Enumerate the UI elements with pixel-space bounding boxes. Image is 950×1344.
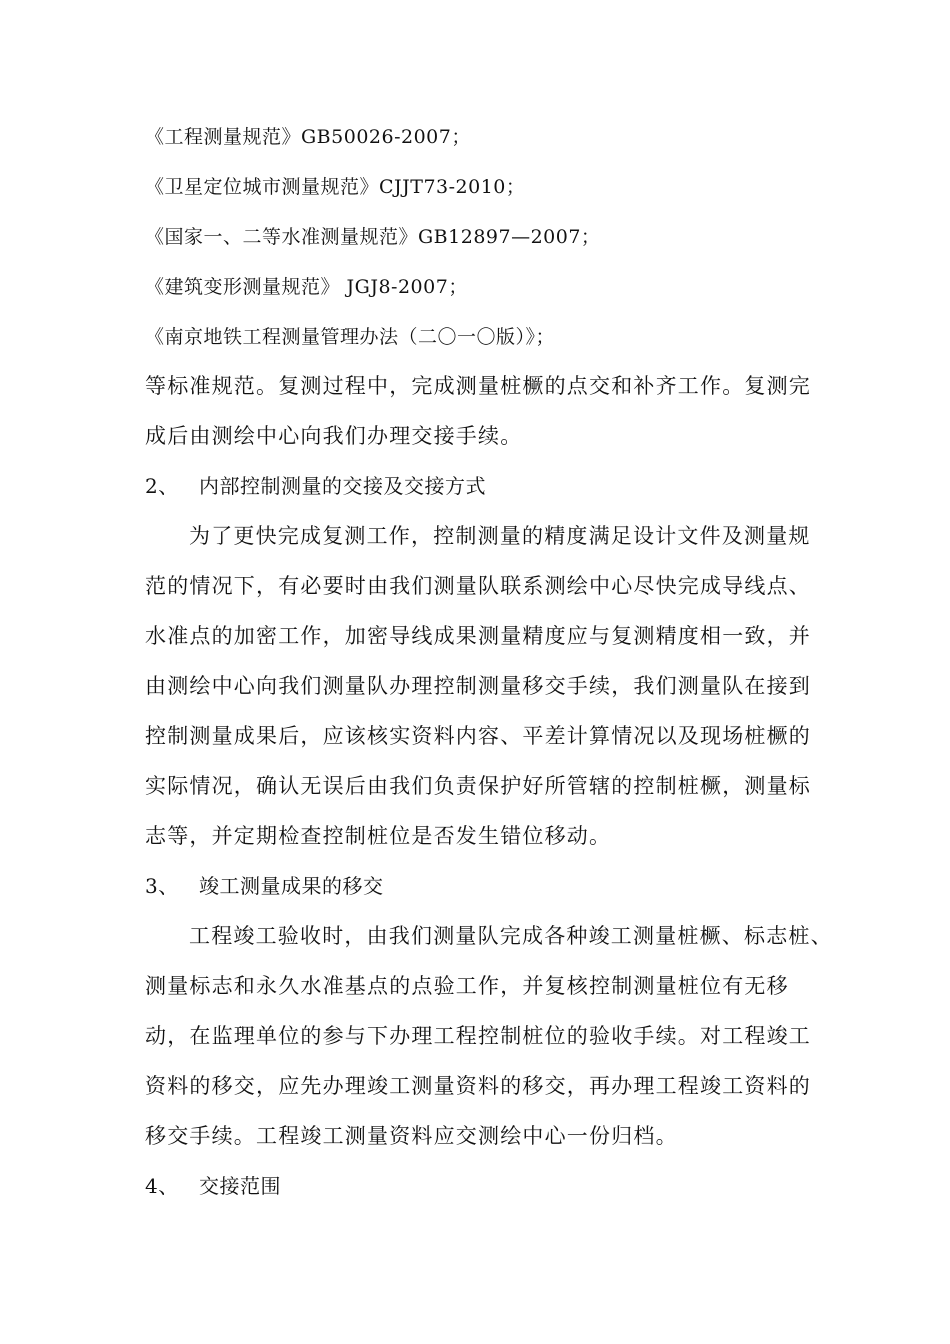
- paragraph-line: 等标准规范。复测过程中，完成测量桩橛的点交和补齐工作。复测完: [145, 374, 811, 398]
- reference-line: 《建筑变形测量规范》 JGJ8-2007；: [145, 276, 468, 298]
- paragraph-line: 由测绘中心向我们测量队办理控制测量移交手续，我们测量队在接到: [145, 674, 811, 698]
- paragraph-line: 为了更快完成复测工作，控制测量的精度满足设计文件及测量规: [189, 524, 811, 548]
- section-heading: [145, 872, 384, 900]
- paragraph-line: 工程竣工验收时，由我们测量队完成各种竣工测量桩橛、标志桩、: [189, 924, 833, 948]
- paragraph-line: 移交手续。工程竣工测量资料应交测绘中心一份归档。: [145, 1124, 678, 1148]
- reference-line: 《南京地铁工程测量管理办法（二〇一〇版）》；: [145, 326, 556, 348]
- section-number: 3、: [145, 874, 179, 898]
- paragraph-line: 成后由测绘中心向我们办理交接手续。: [145, 424, 523, 448]
- paragraph-line: 范的情况下，有必要时由我们测量队联系测绘中心尽快完成导线点、: [145, 574, 811, 598]
- section-title: 内部控制测量的交接及交接方式: [199, 474, 486, 498]
- paragraph-line: 志等，并定期检查控制桩位是否发生错位移动。: [145, 824, 612, 848]
- paragraph-line: 控制测量成果后，应该核实资料内容、平差计算情况以及现场桩橛的: [145, 724, 811, 748]
- paragraph-line: 动，在监理单位的参与下办理工程控制桩位的验收手续。对工程竣工: [145, 1024, 811, 1048]
- paragraph-line: 实际情况，确认无误后由我们负责保护好所管辖的控制桩橛，测量标: [145, 774, 811, 798]
- paragraph-line: 水准点的加密工作，加密导线成果测量精度应与复测精度相一致，并: [145, 624, 811, 648]
- section-number: 2、: [145, 474, 179, 498]
- paragraph-line: 资料的移交，应先办理竣工测量资料的移交，再办理工程竣工资料的: [145, 1074, 811, 1098]
- section-title: 交接范围: [199, 1174, 281, 1198]
- reference-line: 《国家一、二等水准测量规范》GB12897—2007；: [145, 226, 601, 248]
- section-heading: [145, 472, 486, 500]
- reference-line: 《工程测量规范》GB50026-2007；: [145, 126, 471, 148]
- reference-line: 《卫星定位城市测量规范》CJJT73-2010；: [145, 176, 526, 198]
- paragraph-line: 测量标志和永久水准基点的点验工作，并复核控制测量桩位有无移: [145, 974, 789, 998]
- section-number: 4、: [145, 1174, 179, 1198]
- section-heading: [145, 1172, 281, 1200]
- section-title: 竣工测量成果的移交: [199, 874, 384, 898]
